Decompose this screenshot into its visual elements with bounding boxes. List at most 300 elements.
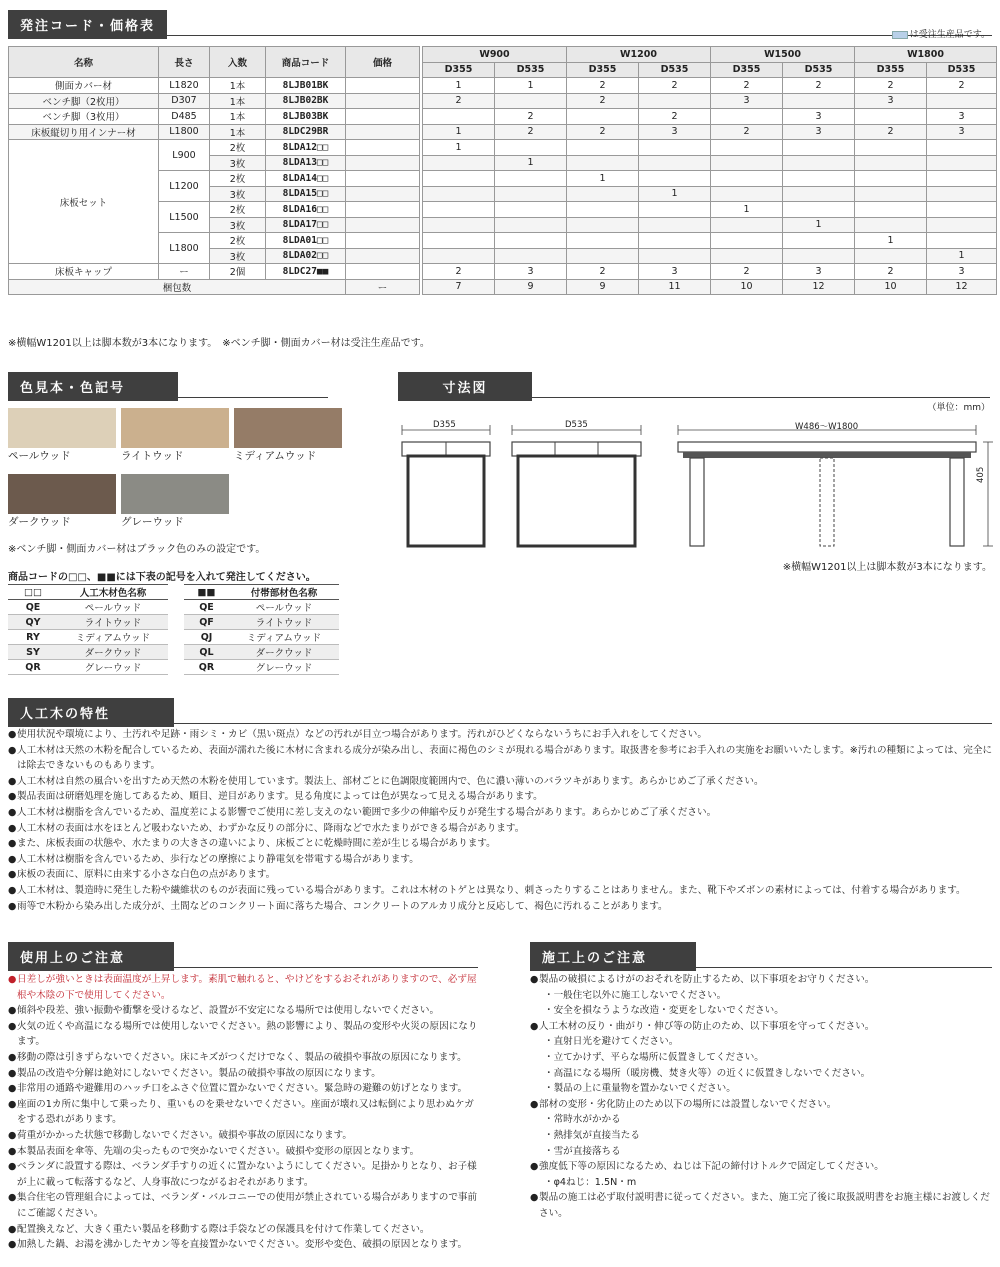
header-w1200: W1200 xyxy=(567,47,711,63)
quantity-cell: 2 xyxy=(423,93,495,109)
quantity-cell xyxy=(855,217,927,233)
quantity-cell xyxy=(495,93,567,109)
list-item: ●傾斜や段差、強い振動や衝撃を受けるなど、設置が不安定になる場所では使用しないでください。 xyxy=(8,1003,480,1019)
price-section-rule xyxy=(8,35,992,36)
quantity-cell xyxy=(495,186,567,202)
list-item: ●座面の1カ所に集中して乗ったり、重いものを乗せないでください。座面が壊れ又は転倒により思わぬケガをする恐れがあります。 xyxy=(8,1098,474,1126)
quantity-cell xyxy=(855,140,927,156)
quantity-cell xyxy=(639,248,711,264)
quantity-cell xyxy=(783,171,855,187)
price-cell xyxy=(346,186,420,202)
quantity-cell: 3 xyxy=(783,264,855,280)
list-item: ・φ4ねじ：1.5N・m xyxy=(544,1176,637,1188)
dimension-drawing xyxy=(398,412,998,557)
quantity-cell: 1 xyxy=(423,78,495,94)
price-cell xyxy=(346,124,420,140)
quantity-cell xyxy=(711,140,783,156)
price-cell xyxy=(346,78,420,94)
swatch-dark-chip xyxy=(8,474,116,514)
pack-count-label: 梱包数 xyxy=(9,279,346,295)
list-item: ●製品の破損によるけがのおそれを防止するため、以下事項をお守りください。 xyxy=(530,972,992,988)
table-row xyxy=(184,660,339,675)
list-item: ●部材の変形・劣化防止のため以下の場所には設置しないでください。 xyxy=(530,1097,992,1113)
bullet-icon: ● xyxy=(8,1239,17,1251)
product-code-cell: 8LJB02BK xyxy=(266,93,346,109)
quantity-cell xyxy=(639,171,711,187)
qty-cell: 1本 xyxy=(210,93,266,109)
list-item: ●火気の近くや高温になる場所では使用しないでください。熱の影響により、製品の変形や火災の原因になります。 xyxy=(8,1020,478,1048)
quantity-cell: 3 xyxy=(927,264,997,280)
made-to-order-legend xyxy=(892,27,990,40)
table-row xyxy=(184,615,339,630)
bullet-icon: ● xyxy=(8,1067,17,1079)
table-row xyxy=(184,600,339,615)
list-item: ・熱排気が直接当たる xyxy=(544,1129,640,1141)
list-item: ●荷重がかかった状態で移動しないでください。破損や事故の原因になります。 xyxy=(8,1128,480,1144)
header-depth: D535 xyxy=(495,62,567,78)
quantity-cell xyxy=(783,202,855,218)
swatch-gray-chip xyxy=(121,474,229,514)
quantity-cell xyxy=(495,248,567,264)
color-name-cell: ミディアムウッド xyxy=(58,630,168,645)
accessory-color-name-header: 付帯部材色名称 xyxy=(229,585,339,600)
color-code-cell: SY xyxy=(8,645,58,660)
dimension-section-rule xyxy=(398,397,990,398)
quantity-cell xyxy=(711,171,783,187)
material-color-table xyxy=(8,584,168,675)
quantity-cell xyxy=(567,202,639,218)
list-item: ●配置換えなど、大きく重たい製品を移動する際は手袋などの保護具を付けて作業してください。 xyxy=(8,1222,480,1238)
product-code-cell: 8LDA15□□ xyxy=(266,186,346,202)
bullet-icon: ● xyxy=(8,1051,17,1063)
bullet-icon: ● xyxy=(8,729,17,740)
color-note: ※ベンチ脚・側面カバー材はブラック色のみの設定です。 xyxy=(8,544,266,555)
qty-cell: 3枚 xyxy=(210,248,266,264)
quantity-cell xyxy=(567,233,639,249)
quantity-cell: 3 xyxy=(495,264,567,280)
length-cell: D485 xyxy=(159,109,210,125)
swatch-light-label: ライトウッド xyxy=(121,450,184,462)
quantity-cell: 2 xyxy=(495,124,567,140)
quantity-cell xyxy=(783,248,855,264)
quantity-cell xyxy=(495,171,567,187)
quantity-cell xyxy=(567,155,639,171)
bullet-icon: ● xyxy=(8,853,17,865)
quantity-cell xyxy=(711,109,783,125)
list-item: ●集合住宅の管理組合によっては、ベランダ・バルコニーでの使用が禁止されている場合がありますので事前にご確認ください。 xyxy=(8,1192,478,1219)
product-code-cell: 8LJB01BK xyxy=(266,78,346,94)
quantity-cell xyxy=(567,186,639,202)
product-name-cell: 床板セット xyxy=(9,140,159,264)
list-item: ・雪が直接落ちる xyxy=(544,1145,621,1157)
swatch-pale xyxy=(8,408,116,463)
list-item: ・一般住宅以外に施工しないでください。 xyxy=(544,989,727,1001)
quantity-cell xyxy=(567,248,639,264)
quantity-cell: 7 xyxy=(423,279,495,295)
quantity-cell: 11 xyxy=(639,279,711,295)
warning-item: ●日差しが強いときは表面温度が上昇します。素肌で触れると、やけどをするおそれがありますので、必ず屋根や木陰の下で使用してください。 xyxy=(8,974,477,1001)
quantity-cell xyxy=(495,140,567,156)
color-name-cell: ライトウッド xyxy=(58,615,168,630)
quantity-cell xyxy=(927,93,997,109)
price-cell xyxy=(346,217,420,233)
price-cell xyxy=(346,171,420,187)
length-cell: L900 xyxy=(159,140,210,171)
qty-cell: 3枚 xyxy=(210,186,266,202)
quantity-cell: 1 xyxy=(639,186,711,202)
accessory-color-key-header: ■■ xyxy=(184,585,229,600)
list-item: ●人工木材は自然の風合いを出すため天然の木粉を使用しています。製法上、部材ごとに色調限度範囲内で、色に濃い薄いのバラツキがあります。あらかじめご了承ください。 xyxy=(8,774,996,790)
bullet-icon: ● xyxy=(8,806,17,818)
quantity-cell xyxy=(567,140,639,156)
usage-section-title: 使用上のご注意 xyxy=(8,942,174,971)
quantity-cell xyxy=(855,171,927,187)
swatch-gray-label: グレーウッド xyxy=(121,516,184,528)
quantity-cell xyxy=(639,233,711,249)
header-depth: D355 xyxy=(567,62,639,78)
qty-cell: 3枚 xyxy=(210,217,266,233)
length-cell: L1800 xyxy=(159,233,210,264)
product-name-cell: 床板縦切り用インナー材 xyxy=(9,124,159,140)
bullet-icon: ● xyxy=(8,791,17,803)
table-row xyxy=(8,660,168,675)
quantity-cell: 12 xyxy=(783,279,855,295)
properties-section-rule xyxy=(8,723,992,724)
bullet-icon: ● xyxy=(530,1192,539,1204)
bullet-icon: ● xyxy=(8,822,17,834)
bullet-icon: ● xyxy=(8,869,17,881)
color-section-title: 色見本・色記号 xyxy=(8,372,178,401)
legend-text: は受注生産品です。 xyxy=(909,30,990,40)
quantity-cell: 2 xyxy=(711,124,783,140)
quantity-cell: 1 xyxy=(711,202,783,218)
bullet-icon: ● xyxy=(8,1145,17,1157)
qty-cell: 2枚 xyxy=(210,233,266,249)
quantity-cell xyxy=(783,93,855,109)
swatch-dark-label: ダークウッド xyxy=(8,516,71,528)
color-name-cell: ペールウッド xyxy=(58,600,168,615)
list-item: ・立てかけず、平らな場所に仮置きしてください。 xyxy=(544,1051,764,1063)
swatch-pale-label: ペールウッド xyxy=(8,450,71,462)
color-code-cell: QE xyxy=(184,600,229,615)
color-code-cell: QR xyxy=(184,660,229,675)
header-depth: D355 xyxy=(855,62,927,78)
quantity-cell: 2 xyxy=(855,78,927,94)
quantity-cell: 2 xyxy=(855,264,927,280)
side-view-d535 xyxy=(512,425,641,546)
quantity-cell xyxy=(639,217,711,233)
list-item: ●加熱した鍋、お湯を沸かしたヤカン等を直接置かないでください。変形や変色、破損の原因となります。 xyxy=(8,1237,480,1253)
header-depth: D355 xyxy=(423,62,495,78)
quantity-cell: 2 xyxy=(423,264,495,280)
bullet-icon: ● xyxy=(530,1020,539,1032)
quantity-cell xyxy=(639,155,711,171)
list-item: ●ベランダに設置する際は、ベランダ手すりの近くに置かないようにしてください。足掛かりとなり、お子様が上に載って転落するなど、人身事故につながるおそれがあります。 xyxy=(8,1161,477,1188)
quantity-cell: 3 xyxy=(639,264,711,280)
swatch-medium-chip xyxy=(234,408,342,448)
quantity-cell: 2 xyxy=(927,78,997,94)
usage-list xyxy=(8,972,480,1253)
material-color-name-header: 人工木材色名称 xyxy=(58,585,168,600)
usage-section-rule xyxy=(8,967,478,968)
properties-section-title: 人工木の特性 xyxy=(8,698,174,727)
table-row xyxy=(8,600,168,615)
table-row xyxy=(9,279,997,295)
swatch-pale-chip xyxy=(8,408,116,448)
product-code-cell: 8LDC29BR xyxy=(266,124,346,140)
quantity-cell xyxy=(927,140,997,156)
bullet-icon: ● xyxy=(8,1005,17,1017)
quantity-cell xyxy=(639,140,711,156)
price-footnote: ※横幅W1201以上は脚本数が3本になります。 ※ベンチ脚・側面カバー材は受注生産品です。 xyxy=(8,338,430,349)
price-cell xyxy=(346,155,420,171)
front-view xyxy=(678,425,993,546)
product-code-cell: 8LDC27■■ xyxy=(266,264,346,280)
list-item: ●移動の際は引きずらないでください。床にキズがつくだけでなく、製品の破損や事故の原因になります。 xyxy=(8,1050,480,1066)
header-w1800: W1800 xyxy=(855,47,997,63)
quantity-cell xyxy=(711,233,783,249)
color-code-cell: QY xyxy=(8,615,58,630)
swatch-dark xyxy=(8,474,116,529)
bullet-icon: ● xyxy=(8,884,17,896)
price-table xyxy=(8,46,997,295)
swatch-medium-label: ミディアムウッド xyxy=(234,450,317,462)
quantity-cell xyxy=(855,109,927,125)
price-cell xyxy=(346,248,420,264)
table-row xyxy=(9,78,997,94)
color-code-cell: QJ xyxy=(184,630,229,645)
quantity-cell xyxy=(423,171,495,187)
dim-d535-label: D535 xyxy=(565,420,588,430)
list-item: ・製品の上に重量物を置かないでください。 xyxy=(544,1083,736,1095)
product-code-cell: 8LDA17□□ xyxy=(266,217,346,233)
quantity-cell xyxy=(711,186,783,202)
dimension-section-title: 寸法図 xyxy=(398,372,532,401)
header-code: 商品コード xyxy=(266,47,346,78)
list-item: ●雨等で木粉から染み出した成分が、土間などのコンクリート面に落ちた場合、コンクリートのアルカリ成分と反応して、褐色に汚れることがあります。 xyxy=(8,899,996,915)
quantity-cell xyxy=(855,155,927,171)
price-cell: ー xyxy=(346,279,420,295)
table-row xyxy=(184,645,339,660)
length-cell: D307 xyxy=(159,93,210,109)
qty-cell: 2個 xyxy=(210,264,266,280)
list-item: ●使用状況や環境により、土汚れや足跡・雨シミ・カビ（黒い斑点）などの汚れが目立つ場合があります。汚れがひどくならないうちにお手入れをしてください。 xyxy=(8,727,996,743)
bullet-icon: ● xyxy=(530,1098,539,1110)
quantity-cell xyxy=(639,202,711,218)
table-row xyxy=(9,140,997,156)
color-code-cell: QR xyxy=(8,660,58,675)
swatch-light xyxy=(121,408,229,463)
quantity-cell xyxy=(567,217,639,233)
quantity-cell xyxy=(927,155,997,171)
bullet-icon: ● xyxy=(8,1098,17,1110)
bullet-icon: ● xyxy=(8,775,17,787)
length-cell: L1500 xyxy=(159,202,210,233)
list-item: ●人工木材は、製造時に発生した粉や繊維状のものが表面に残っている場合があります。これは木材のトゲとは異なり、刺さったりすることはありません。また、靴下やズボンの素材によっては、付着する場合があります。 xyxy=(8,883,996,899)
color-name-cell: グレーウッド xyxy=(58,660,168,675)
length-cell: ー xyxy=(159,264,210,280)
list-item: ●製品の改造や分解は絶対にしないでください。製品の破損や事故の原因になります。 xyxy=(8,1066,480,1082)
list-item: ●製品の施工は必ず取付説明書に従ってください。また、施工完了後に取扱説明書をお施主様にお渡しください。 xyxy=(530,1192,990,1219)
product-code-cell: 8LDA13□□ xyxy=(266,155,346,171)
quantity-cell: 12 xyxy=(927,279,997,295)
list-item: ●本製品表面を傘等、先端の尖ったもので突かないでください。破損や変形の原因となります。 xyxy=(8,1144,480,1160)
quantity-cell: 10 xyxy=(855,279,927,295)
list-item: ●人工木材は樹脂を含んでいるため、温度差による影響でご使用に差し支えのない範囲で多少の伸縮や反りが発生する場合があります。あらかじめご了承ください。 xyxy=(8,805,996,821)
quantity-cell xyxy=(927,202,997,218)
bullet-icon: ● xyxy=(530,974,539,985)
bullet-icon: ● xyxy=(8,1161,17,1173)
quantity-cell: 1 xyxy=(495,155,567,171)
swatch-gray xyxy=(121,474,229,529)
legend-swatch xyxy=(892,31,908,39)
product-code-cell: 8LDA01□□ xyxy=(266,233,346,249)
price-cell xyxy=(346,233,420,249)
product-code-cell: 8LDA16□□ xyxy=(266,202,346,218)
list-item: ●製品表面は研磨処理を施してあるため、順目、逆目があります。見る角度によっては色が異なって見える場合があります。 xyxy=(8,789,996,805)
properties-list xyxy=(8,727,996,914)
quantity-cell xyxy=(783,233,855,249)
install-section-rule xyxy=(530,967,992,968)
quantity-cell xyxy=(927,217,997,233)
quantity-cell xyxy=(783,155,855,171)
header-depth: D355 xyxy=(711,62,783,78)
quantity-cell xyxy=(783,140,855,156)
code-note: 商品コードの□□、■■には下表の記号を入れて発注してください。 xyxy=(8,572,316,583)
side-view-d355 xyxy=(402,425,490,546)
product-name-cell: 側面カバー材 xyxy=(9,78,159,94)
bullet-icon: ● xyxy=(8,974,17,985)
bullet-icon: ● xyxy=(530,1161,539,1173)
list-item: ●人工木材は天然の木粉を配合しているため、表面が濡れた後に木材に含まれる成分が染み出し、表面に褐色のシミが現れる場合があります。取扱書を参考にお手入れの実施をお願いいたします。※汚れの種類によっては、完全には除去できないものもあります。 xyxy=(8,744,993,772)
quantity-cell: 1 xyxy=(855,233,927,249)
quantity-cell xyxy=(855,202,927,218)
quantity-cell: 10 xyxy=(711,279,783,295)
price-section-title: 発注コード・価格表 xyxy=(8,10,167,39)
product-code-cell: 8LDA12□□ xyxy=(266,140,346,156)
quantity-cell: 3 xyxy=(711,93,783,109)
color-name-cell: グレーウッド xyxy=(229,660,339,675)
table-row xyxy=(9,124,997,140)
quantity-cell: 3 xyxy=(927,109,997,125)
quantity-cell xyxy=(495,202,567,218)
qty-cell: 2枚 xyxy=(210,202,266,218)
header-depth: D535 xyxy=(783,62,855,78)
bullet-icon: ● xyxy=(8,1192,17,1204)
header-depth: D535 xyxy=(639,62,711,78)
quantity-cell: 3 xyxy=(783,124,855,140)
quantity-cell: 1 xyxy=(423,140,495,156)
header-w900: W900 xyxy=(423,47,567,63)
product-name-cell: ベンチ脚（3枚用） xyxy=(9,109,159,125)
quantity-cell xyxy=(855,186,927,202)
table-row xyxy=(8,630,168,645)
product-name-cell: 床板キャップ xyxy=(9,264,159,280)
dim-height-label: 405 xyxy=(976,466,986,483)
dim-d355-label: D355 xyxy=(433,420,456,430)
quantity-cell: 2 xyxy=(495,109,567,125)
quantity-cell xyxy=(423,233,495,249)
bullet-icon: ● xyxy=(8,1223,17,1235)
qty-cell: 2枚 xyxy=(210,140,266,156)
quantity-cell xyxy=(927,186,997,202)
color-name-cell: ダークウッド xyxy=(229,645,339,660)
quantity-cell xyxy=(423,186,495,202)
quantity-cell xyxy=(423,155,495,171)
header-w1500: W1500 xyxy=(711,47,855,63)
bullet-icon: ● xyxy=(8,1020,17,1032)
quantity-cell: 1 xyxy=(927,248,997,264)
quantity-cell: 2 xyxy=(567,78,639,94)
quantity-cell: 3 xyxy=(927,124,997,140)
color-name-cell: ペールウッド xyxy=(229,600,339,615)
quantity-cell: 2 xyxy=(855,124,927,140)
price-cell xyxy=(346,93,420,109)
qty-cell: 1本 xyxy=(210,78,266,94)
header-name: 名称 xyxy=(9,47,159,78)
table-row xyxy=(9,109,997,125)
length-cell: L1200 xyxy=(159,171,210,202)
list-item: ・高温になる場所（暖房機、焚き火等）の近くに仮置きしないでください。 xyxy=(544,1067,871,1079)
product-name-cell: ベンチ脚（2枚用） xyxy=(9,93,159,109)
qty-cell: 1本 xyxy=(210,109,266,125)
list-item: ●人工木材は樹脂を含んでいるため、歩行などの摩擦により静電気を帯電する場合があります。 xyxy=(8,852,996,868)
table-row xyxy=(8,645,168,660)
quantity-cell xyxy=(639,93,711,109)
quantity-cell: 9 xyxy=(567,279,639,295)
length-cell: L1800 xyxy=(159,124,210,140)
list-item: ●強度低下等の原因になるため、ねじは下記の締付けトルクで固定してください。 xyxy=(530,1159,992,1175)
quantity-cell: 2 xyxy=(711,264,783,280)
list-item: ●非常用の通路や避難用のハッチ口をふさぐ位置に置かないでください。緊急時の避難の妨げとなります。 xyxy=(8,1081,480,1097)
list-item: ●人工木材の表面は水をほとんど吸わないため、わずかな反りの部分に、降雨などで水たまりができる場合があります。 xyxy=(8,821,996,837)
list-item: ・直射日光を避けてください。 xyxy=(544,1036,679,1048)
swatch-light-chip xyxy=(121,408,229,448)
table-row xyxy=(184,630,339,645)
list-item: ●また、床板表面の状態や、水たまりの大きさの違いにより、床板ごとに乾燥時間に差が生じる場合があります。 xyxy=(8,836,996,852)
header-length: 長さ xyxy=(159,47,210,78)
quantity-cell: 2 xyxy=(639,78,711,94)
color-code-cell: QE xyxy=(8,600,58,615)
quantity-cell: 3 xyxy=(783,109,855,125)
qty-cell: 1本 xyxy=(210,124,266,140)
list-item: ・安全を損なうような改造・変更をしないでください。 xyxy=(544,1005,784,1017)
quantity-cell: 2 xyxy=(567,124,639,140)
color-name-cell: ダークウッド xyxy=(58,645,168,660)
accessory-color-table xyxy=(184,584,339,675)
quantity-cell: 3 xyxy=(855,93,927,109)
length-cell: L1820 xyxy=(159,78,210,94)
quantity-cell xyxy=(567,109,639,125)
quantity-cell xyxy=(495,233,567,249)
color-code-cell: QL xyxy=(184,645,229,660)
color-code-cell: QF xyxy=(184,615,229,630)
quantity-cell xyxy=(855,248,927,264)
quantity-cell: 2 xyxy=(639,109,711,125)
color-name-cell: ライトウッド xyxy=(229,615,339,630)
quantity-cell: 1 xyxy=(567,171,639,187)
product-code-cell: 8LJB03BK xyxy=(266,109,346,125)
quantity-cell: 2 xyxy=(783,78,855,94)
list-item: ●人工木材の反り・曲がり・伸び等の防止のため、以下事項を守ってください。 xyxy=(530,1019,992,1035)
price-cell xyxy=(346,202,420,218)
bullet-icon: ● xyxy=(8,838,17,850)
dimension-note: ※横幅W1201以上は脚本数が3本になります。 xyxy=(782,562,992,573)
color-code-cell: RY xyxy=(8,630,58,645)
bullet-icon: ● xyxy=(8,900,17,912)
price-cell xyxy=(346,109,420,125)
list-item: ●床板の表面に、原料に由来する小さな白色の点があります。 xyxy=(8,867,996,883)
